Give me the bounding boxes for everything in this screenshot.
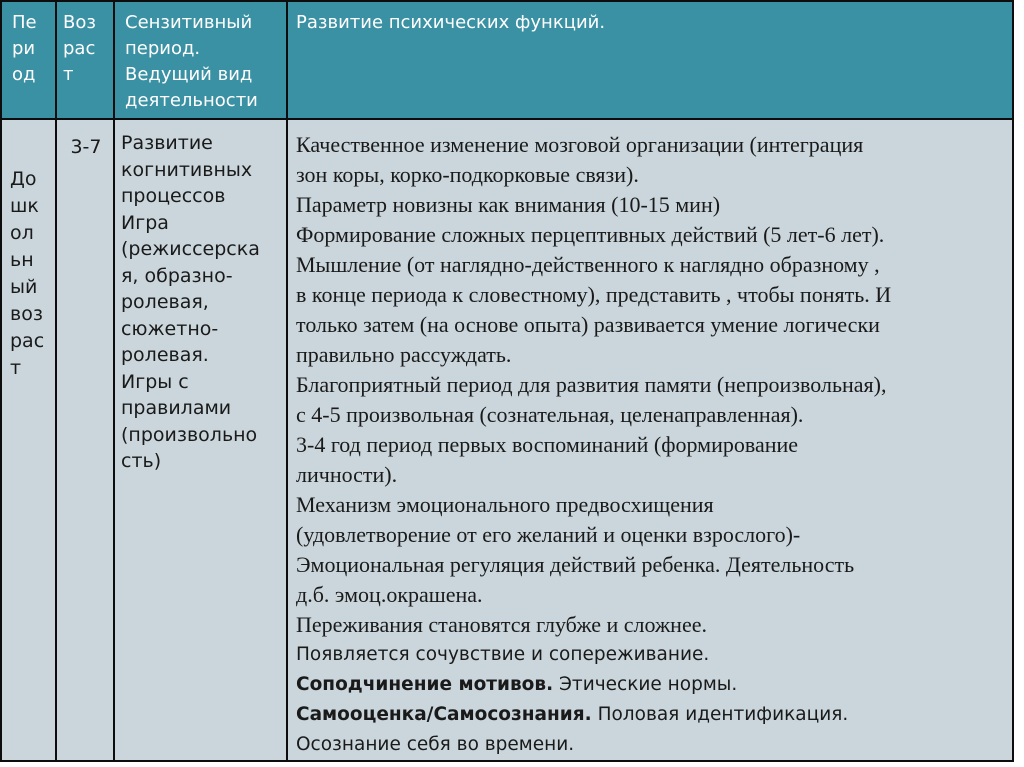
- development-line-motives: [296, 670, 1004, 700]
- development-line: Мышление (от наглядно-действенного к наглядно образному ,: [296, 252, 880, 277]
- header-period-label: Пе ри од: [12, 12, 37, 85]
- cell-age: [56, 119, 114, 761]
- development-line: Эмоциональная регуляция действий ребенка. Деятельность: [296, 552, 855, 577]
- development-line: личности).: [296, 462, 398, 487]
- development-line: Параметр новизны как внимания (10-15 мин): [296, 192, 721, 217]
- cell-period: [1, 119, 56, 761]
- development-line: в конце периода к словестному), представить , чтобы понять. И: [296, 282, 892, 307]
- development-line-time-awareness: Осознание себя во времени.: [296, 734, 575, 755]
- cell-sensitive: [114, 119, 287, 761]
- header-period: [1, 1, 56, 119]
- period-text: До шк ол ьн ый воз рас т: [10, 168, 45, 379]
- development-line: Механизм эмоционального предвосхищения: [296, 492, 714, 517]
- development-line-self-esteem: [296, 700, 1004, 730]
- sensitive-text: Развитие когнитивных процессов Игра (режиссерска я, образно- ролевая, сюжетно- ролевая. Игры с правилами (произвольно сть): [121, 132, 260, 472]
- header-development: [287, 1, 1013, 119]
- development-line: (удовлетворение от его желаний и оценки взрослого)-: [296, 522, 801, 547]
- table-row: [1, 119, 1013, 761]
- header-age-label: Воз рас т: [63, 12, 96, 85]
- development-line: зон коры, корко-подкорковые связи).: [296, 162, 639, 187]
- motives-rest-text: Этические нормы.: [553, 674, 738, 695]
- self-esteem-rest-text: Половая идентификация.: [591, 704, 849, 725]
- development-line: Формирование сложных перцептивных действий (5 лет-6 лет).: [296, 222, 885, 247]
- header-development-label: Развитие психических функций.: [296, 12, 606, 33]
- cell-development: [287, 119, 1013, 761]
- development-line: Переживания становятся глубже и сложнее.: [296, 612, 707, 637]
- development-text: [288, 120, 1012, 760]
- age-text: 3-7: [70, 136, 102, 158]
- development-line: только затем (на основе опыта) развивается умение логически: [296, 312, 880, 337]
- self-esteem-bold-text: Самооценка/Самосознания.: [296, 704, 592, 725]
- development-line: 3-4 год период первых воспоминаний (формирование: [296, 432, 799, 457]
- development-line: правильно рассуждать.: [296, 342, 512, 367]
- development-line: Благоприятный период для развития памяти (непроизвольная),: [296, 372, 887, 397]
- table-header-row: [1, 1, 1013, 119]
- development-line: д.б. эмоц.окрашена.: [296, 582, 483, 607]
- header-sensitive-label: Сензитивный период. Ведущий вид деятельности: [125, 12, 258, 111]
- motives-bold-text: Соподчинение мотивов.: [296, 674, 554, 695]
- header-sensitive-period: [114, 1, 287, 119]
- header-age: [56, 1, 114, 119]
- development-line: с 4-5 произвольная (сознательная, целенаправленная).: [296, 402, 804, 427]
- development-line-sympathy: Появляется сочувствие и сопереживание.: [296, 644, 710, 665]
- development-line: Качественное изменение мозговой организации (интеграция: [296, 132, 864, 157]
